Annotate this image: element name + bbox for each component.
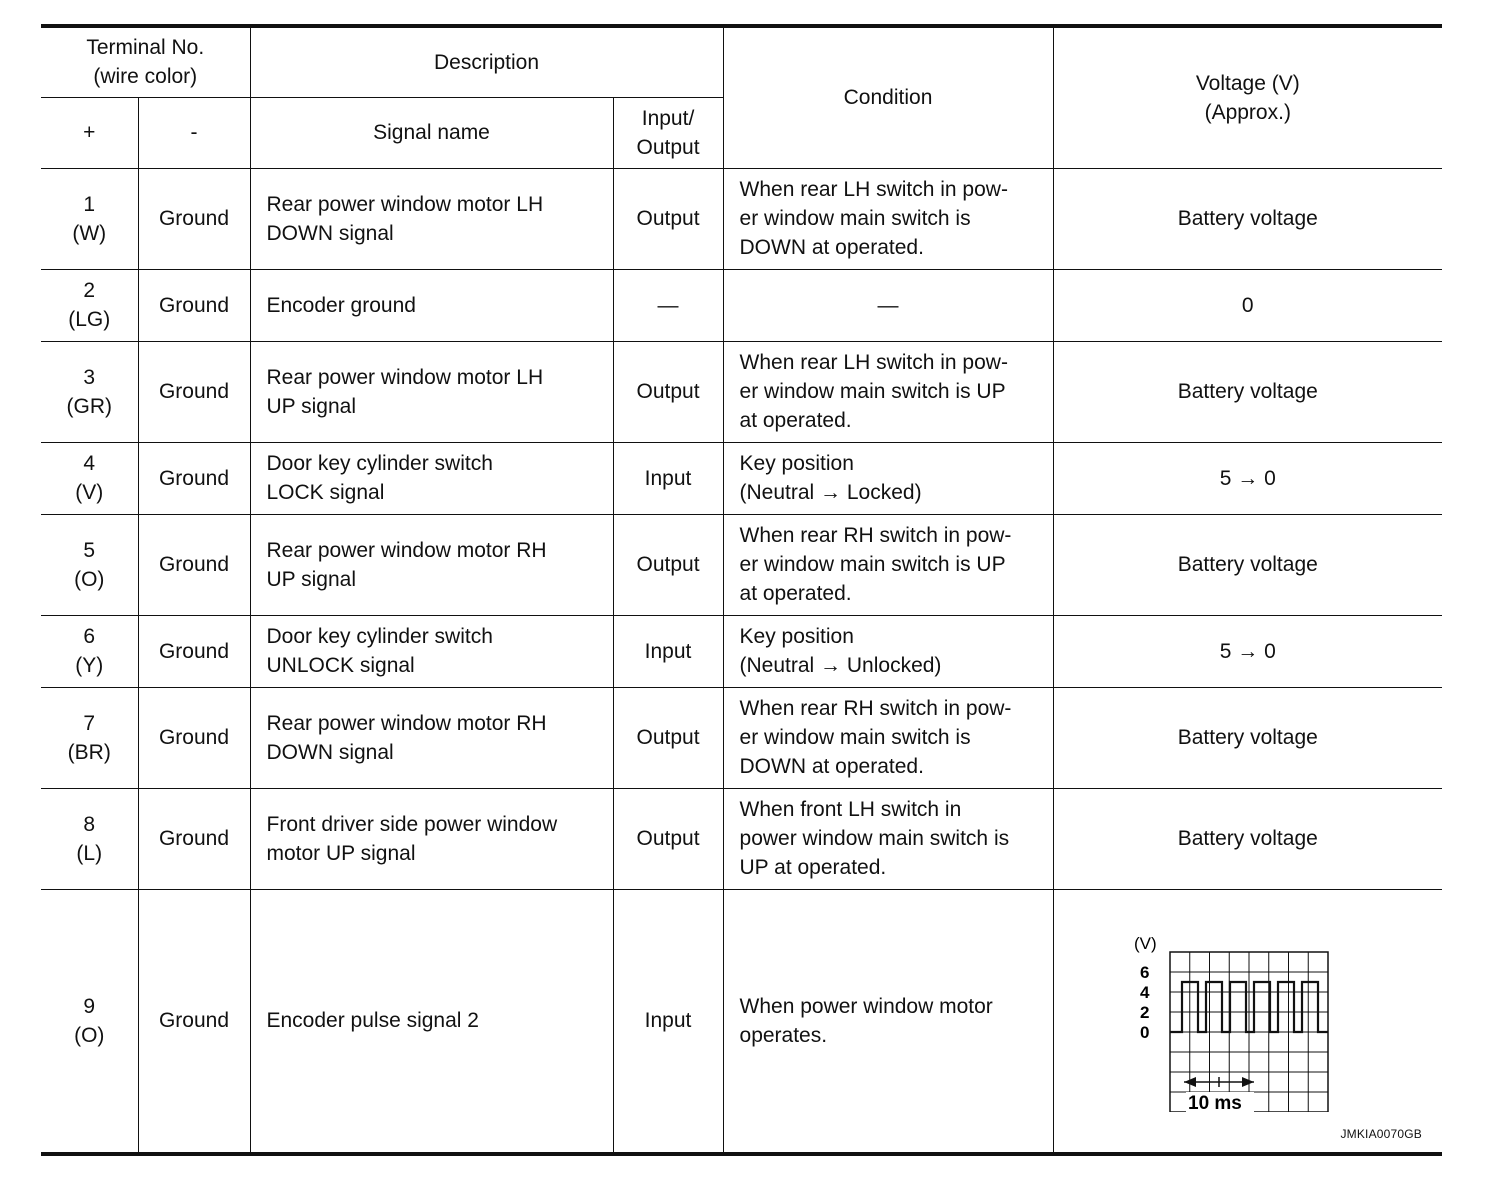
terminal-line: 1: [83, 192, 96, 216]
waveform-figure: [1054, 890, 1443, 1152]
input-output-cell: Output: [613, 168, 723, 269]
condition-line: When rear LH switch in pow-: [739, 351, 1008, 374]
ground-cell: Ground: [138, 687, 250, 788]
voltage-cell: 0: [1053, 269, 1442, 341]
terminal-line: (O): [74, 567, 105, 591]
input-output-cell: Input: [613, 889, 723, 1154]
ground-cell: Ground: [138, 788, 250, 889]
header-io-line: Output: [636, 135, 700, 159]
header-minus: -: [138, 97, 250, 168]
oscilloscope-waveform: [1134, 932, 1334, 1112]
header-terminal-no: [41, 26, 250, 97]
terminal-line: (LG): [68, 308, 111, 331]
terminal-line: 2: [83, 279, 96, 302]
signal-name-cell: [250, 269, 613, 341]
table-row: [41, 788, 1442, 889]
condition-line: Key position: [739, 625, 854, 648]
signal-line: UP signal: [266, 567, 356, 591]
condition-line: at operated.: [739, 582, 852, 605]
table-row: [41, 514, 1442, 615]
terminal-line: (GR): [66, 394, 112, 418]
header-voltage: [1053, 26, 1442, 168]
terminal-line: 8: [83, 812, 96, 836]
header-voltage-line: (Approx.): [1204, 100, 1291, 124]
signal-name-cell: [250, 341, 613, 442]
input-output-cell: Output: [613, 341, 723, 442]
table-row: [41, 341, 1442, 442]
voltage-cell: 5 → 0: [1053, 442, 1442, 514]
terminal-line: 6: [83, 625, 96, 648]
terminal-cell: [41, 889, 138, 1154]
input-output-cell: Input: [613, 615, 723, 687]
condition-line: When front LH switch in: [739, 798, 962, 821]
terminal-cell: [41, 615, 138, 687]
header-signal-name: Signal name: [250, 97, 613, 168]
condition-line: er window main switch is: [739, 726, 971, 749]
input-output-cell: Output: [613, 687, 723, 788]
voltage-cell: Battery voltage: [1053, 788, 1442, 889]
condition-cell: [723, 615, 1053, 687]
signal-line: Encoder ground: [266, 293, 416, 317]
condition-line: When power window motor: [739, 994, 993, 1018]
terminal-line: 4: [83, 452, 96, 475]
condition-line: at operated.: [739, 409, 852, 432]
header-condition: Condition: [723, 26, 1053, 168]
condition-line: er window main switch is: [739, 207, 971, 230]
ground-cell: Ground: [138, 514, 250, 615]
condition-line: er window main switch is UP: [739, 380, 1006, 403]
signal-line: Rear power window motor LH: [266, 365, 544, 389]
condition-line: Key position: [739, 452, 854, 475]
voltage-cell: Battery voltage: [1053, 168, 1442, 269]
voltage-cell: 5 → 0: [1053, 615, 1442, 687]
figure-code: JMKIA0070GB: [1340, 1126, 1423, 1141]
condition-line: operates.: [739, 1023, 828, 1047]
signal-name-cell: [250, 687, 613, 788]
terminal-line: 9: [83, 994, 96, 1018]
y-tick-label: 4: [1139, 982, 1149, 1002]
condition-line: DOWN at operated.: [739, 236, 924, 259]
signal-line: Door key cylinder switch: [266, 625, 493, 648]
ground-cell: Ground: [138, 341, 250, 442]
header-plus: +: [41, 97, 138, 168]
terminal-line: (Y): [75, 654, 104, 677]
y-tick-label: 0: [1139, 1022, 1149, 1042]
ground-cell: Ground: [138, 889, 250, 1154]
table-row: [41, 615, 1442, 687]
signal-line: Rear power window motor LH: [266, 192, 544, 216]
terminal-line: 5: [83, 538, 96, 562]
condition-line: When rear RH switch in pow-: [739, 697, 1012, 720]
signal-line: Rear power window motor RH: [266, 538, 547, 562]
condition-line: power window main switch is: [739, 827, 1010, 850]
signal-line: UP signal: [266, 394, 356, 418]
terminal-cell: [41, 341, 138, 442]
input-output-cell: Output: [613, 514, 723, 615]
terminal-cell: [41, 269, 138, 341]
terminal-cell: [41, 788, 138, 889]
terminal-line: (O): [74, 1023, 105, 1047]
condition-line: When rear LH switch in pow-: [739, 178, 1008, 201]
signal-name-cell: [250, 442, 613, 514]
table-row: [41, 442, 1442, 514]
terminal-line: 7: [83, 711, 96, 735]
condition-line: —: [877, 293, 899, 317]
condition-line: When rear RH switch in pow-: [739, 524, 1012, 547]
condition-line: DOWN at operated.: [739, 755, 924, 778]
header-terminal-line: (wire color): [93, 65, 198, 89]
input-output-cell: Input: [613, 442, 723, 514]
condition-cell: [723, 341, 1053, 442]
input-output-cell: Output: [613, 788, 723, 889]
signal-name-cell: [250, 788, 613, 889]
signal-line: LOCK signal: [266, 481, 385, 504]
signal-name-cell: [250, 168, 613, 269]
y-tick-label: 6: [1139, 962, 1149, 982]
header-terminal-line: Terminal No.: [86, 36, 205, 60]
signal-line: DOWN signal: [266, 221, 394, 245]
condition-line: UP at operated.: [739, 856, 887, 879]
voltage-cell: Battery voltage: [1053, 687, 1442, 788]
voltage-cell: Battery voltage: [1053, 514, 1442, 615]
condition-cell: [723, 788, 1053, 889]
time-scale-label: 10 ms: [1187, 1092, 1242, 1112]
terminal-cell: [41, 687, 138, 788]
signal-line: Rear power window motor RH: [266, 711, 547, 735]
voltage-cell: [1053, 889, 1442, 1154]
signal-line: DOWN signal: [266, 740, 394, 764]
table-row: [41, 889, 1442, 1154]
table-row: [41, 269, 1442, 341]
signal-line: Front driver side power window: [266, 812, 558, 836]
signal-name-cell: [250, 615, 613, 687]
terminal-cell: [41, 514, 138, 615]
condition-line: (Neutral → Unlocked): [739, 654, 942, 677]
unit-label: (V): [1133, 933, 1157, 953]
table-row: [41, 168, 1442, 269]
ground-cell: Ground: [138, 442, 250, 514]
terminal-line: (L): [76, 841, 103, 865]
condition-cell: [723, 514, 1053, 615]
condition-line: (Neutral → Locked): [739, 481, 922, 504]
header-voltage-line: Voltage (V): [1195, 71, 1300, 95]
condition-cell: [723, 442, 1053, 514]
signal-name-cell: [250, 889, 613, 1154]
header-input-output: [613, 97, 723, 168]
condition-cell: [723, 269, 1053, 341]
table-row: [41, 687, 1442, 788]
terminal-cell: [41, 442, 138, 514]
header-description: Description: [250, 26, 723, 97]
time-span-marker: [1184, 1077, 1254, 1087]
ground-cell: Ground: [138, 269, 250, 341]
header-io-line: Input/: [641, 106, 695, 130]
signal-line: motor UP signal: [266, 841, 416, 865]
terminal-line: (W): [72, 221, 107, 245]
voltage-cell: Battery voltage: [1053, 341, 1442, 442]
terminal-line: (V): [75, 481, 104, 504]
terminal-cell: [41, 168, 138, 269]
terminal-line: (BR): [67, 740, 111, 764]
signal-line: Encoder pulse signal 2: [266, 1009, 479, 1032]
ground-cell: Ground: [138, 615, 250, 687]
condition-cell: [723, 687, 1053, 788]
terminal-line: 3: [83, 365, 96, 389]
condition-cell: [723, 889, 1053, 1154]
condition-line: er window main switch is UP: [739, 553, 1006, 576]
condition-cell: [723, 168, 1053, 269]
y-tick-label: 2: [1139, 1002, 1149, 1022]
signal-name-cell: [250, 514, 613, 615]
signal-line: UNLOCK signal: [266, 654, 415, 677]
terminal-spec-table: [41, 24, 1442, 1156]
ground-cell: Ground: [138, 168, 250, 269]
signal-line: Door key cylinder switch: [266, 452, 493, 475]
input-output-cell: —: [613, 269, 723, 341]
